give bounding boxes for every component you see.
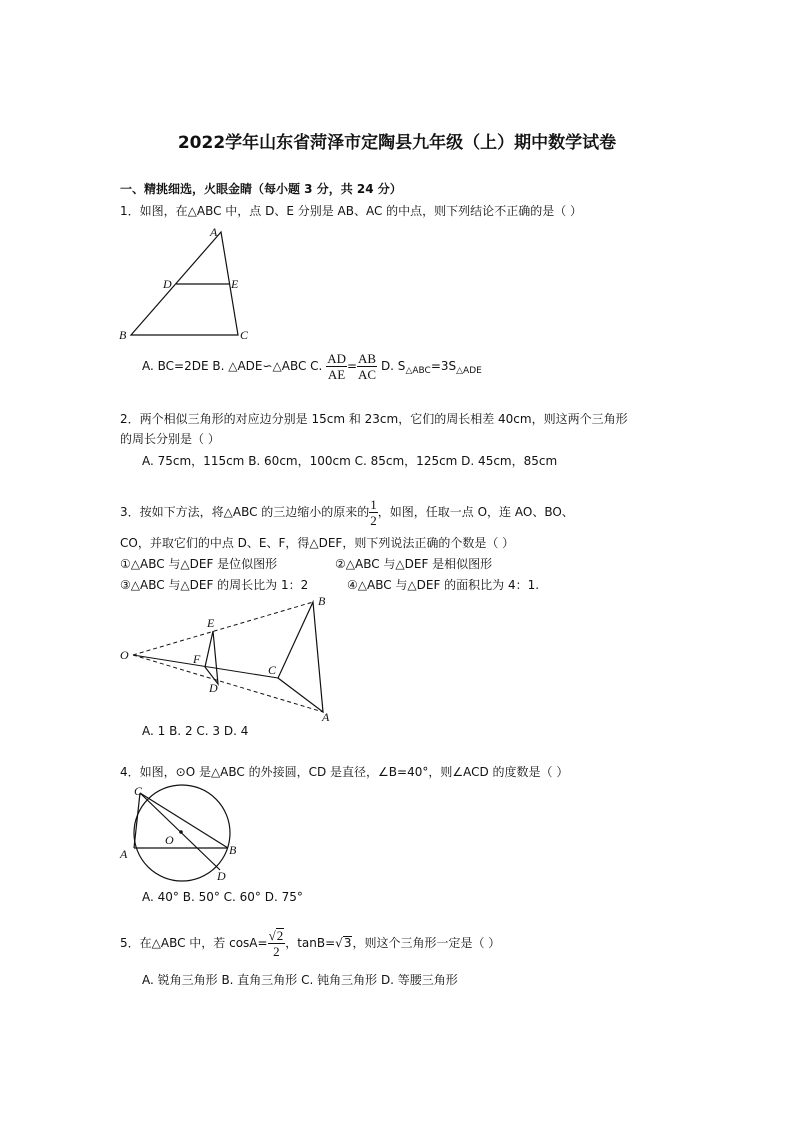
q1-triangle-figure bbox=[110, 222, 270, 346]
q1-equals: = bbox=[346, 359, 358, 373]
q1-option-d: D. $S_{\triangle ABC}=3S_{\triangle ADE}$ bbox=[380, 359, 482, 376]
section-heading: 一、精挑细选，火眼金睛（每小题 3 分，共 24 分） bbox=[120, 182, 402, 196]
q4-label-a: A bbox=[120, 847, 128, 861]
q4-label-c: C bbox=[134, 784, 143, 798]
q4-options: A. 40° B. 50° C. 60° D. 75° bbox=[142, 890, 303, 904]
q3-statement-4: ④△ABC 与△DEF 的面积比为 4：1. bbox=[347, 578, 540, 592]
q3-label-d: D bbox=[209, 681, 218, 695]
q2-options: A. 75cm，115cm B. 60cm，100cm C. 85cm，125cm D. 45cm，85cm bbox=[142, 454, 558, 468]
q3-label-b: B bbox=[318, 594, 326, 608]
q3-label-a: A bbox=[322, 710, 330, 724]
q1-label-c: C bbox=[240, 328, 249, 342]
q1-label-a: A bbox=[210, 225, 218, 239]
q3-label-f: F bbox=[193, 652, 201, 666]
q3-label-c: C bbox=[268, 663, 277, 677]
q5-stem: 5．在△ABC 中，若 cosA= $\frac{√2}{2}$ ，tanB=√3，则这个三角形一定是（ ） bbox=[120, 928, 501, 959]
q5-fraction-sqrt2-over-2: $\frac{√2}{2}$ bbox=[268, 928, 284, 959]
q3-fraction-half: $\frac{1}{2}$ bbox=[370, 497, 377, 528]
q1-fraction-ad-ae: $\frac{AD}{AE}$ bbox=[327, 351, 346, 382]
q4-label-d: D bbox=[217, 869, 226, 883]
q3-statement-3: ③△ABC 与△DEF 的周长比为 1：2 bbox=[120, 578, 309, 592]
q5-options: A. 锐角三角形 B. 直角三角形 C. 钝角三角形 D. 等腰三角形 bbox=[142, 973, 458, 987]
q1-label-b: B bbox=[119, 328, 127, 342]
q3-homothety-figure bbox=[115, 595, 345, 725]
q4-label-o: O bbox=[165, 833, 174, 847]
q3-options: A. 1 B. 2 C. 3 D. 4 bbox=[142, 724, 249, 738]
q1-label-d: D bbox=[163, 277, 172, 291]
q1-label-e: E bbox=[231, 277, 239, 291]
q3-statement-1: ①△ABC 与△DEF 是位似图形 bbox=[120, 557, 278, 571]
page-title: 2022学年山东省菏泽市定陶县九年级（上）期中数学试卷 bbox=[177, 133, 617, 153]
q4-circle-figure bbox=[115, 782, 255, 882]
q2-stem-line2: 的周长分别是（ ） bbox=[120, 432, 220, 446]
q1-option-ab: A. BC=2DE B. △ADE∽△ABC C. bbox=[142, 359, 323, 373]
q3-stem-line2: CO，并取它们的中点 D、E、F，得△DEF，则下列说法正确的个数是（ ） bbox=[120, 536, 515, 550]
q2-stem-line1: 2．两个相似三角形的对应边分别是 15cm 和 23cm，它们的周长相差 40cm，则这两个三角形 bbox=[120, 412, 628, 426]
q1-fraction-ab-ac: $\frac{AB}{AC}$ bbox=[358, 351, 377, 382]
q3-statement-2: ②△ABC 与△DEF 是相似图形 bbox=[335, 557, 493, 571]
q1-stem: 1．如图，在△ABC 中，点 D、E 分别是 AB、AC 的中点，则下列结论不正确的是（ ） bbox=[120, 204, 583, 218]
q1-options bbox=[142, 350, 482, 387]
q3-label-o: O bbox=[120, 648, 129, 662]
q4-label-b: B bbox=[229, 843, 237, 857]
q5-sqrt3: √3 bbox=[335, 936, 352, 950]
q3-label-e: E bbox=[207, 616, 215, 630]
q4-stem: 4．如图，⊙O 是△ABC 的外接圆，CD 是直径，∠B=40°，则∠ACD 的度数是（ ） bbox=[120, 765, 569, 779]
q3-stem-line1: 3．按如下方法，将△ABC 的三边缩小的原来的 $\frac{1}{2}$ ，如图，任取一点 O，连 AO、BO、 bbox=[120, 497, 574, 528]
